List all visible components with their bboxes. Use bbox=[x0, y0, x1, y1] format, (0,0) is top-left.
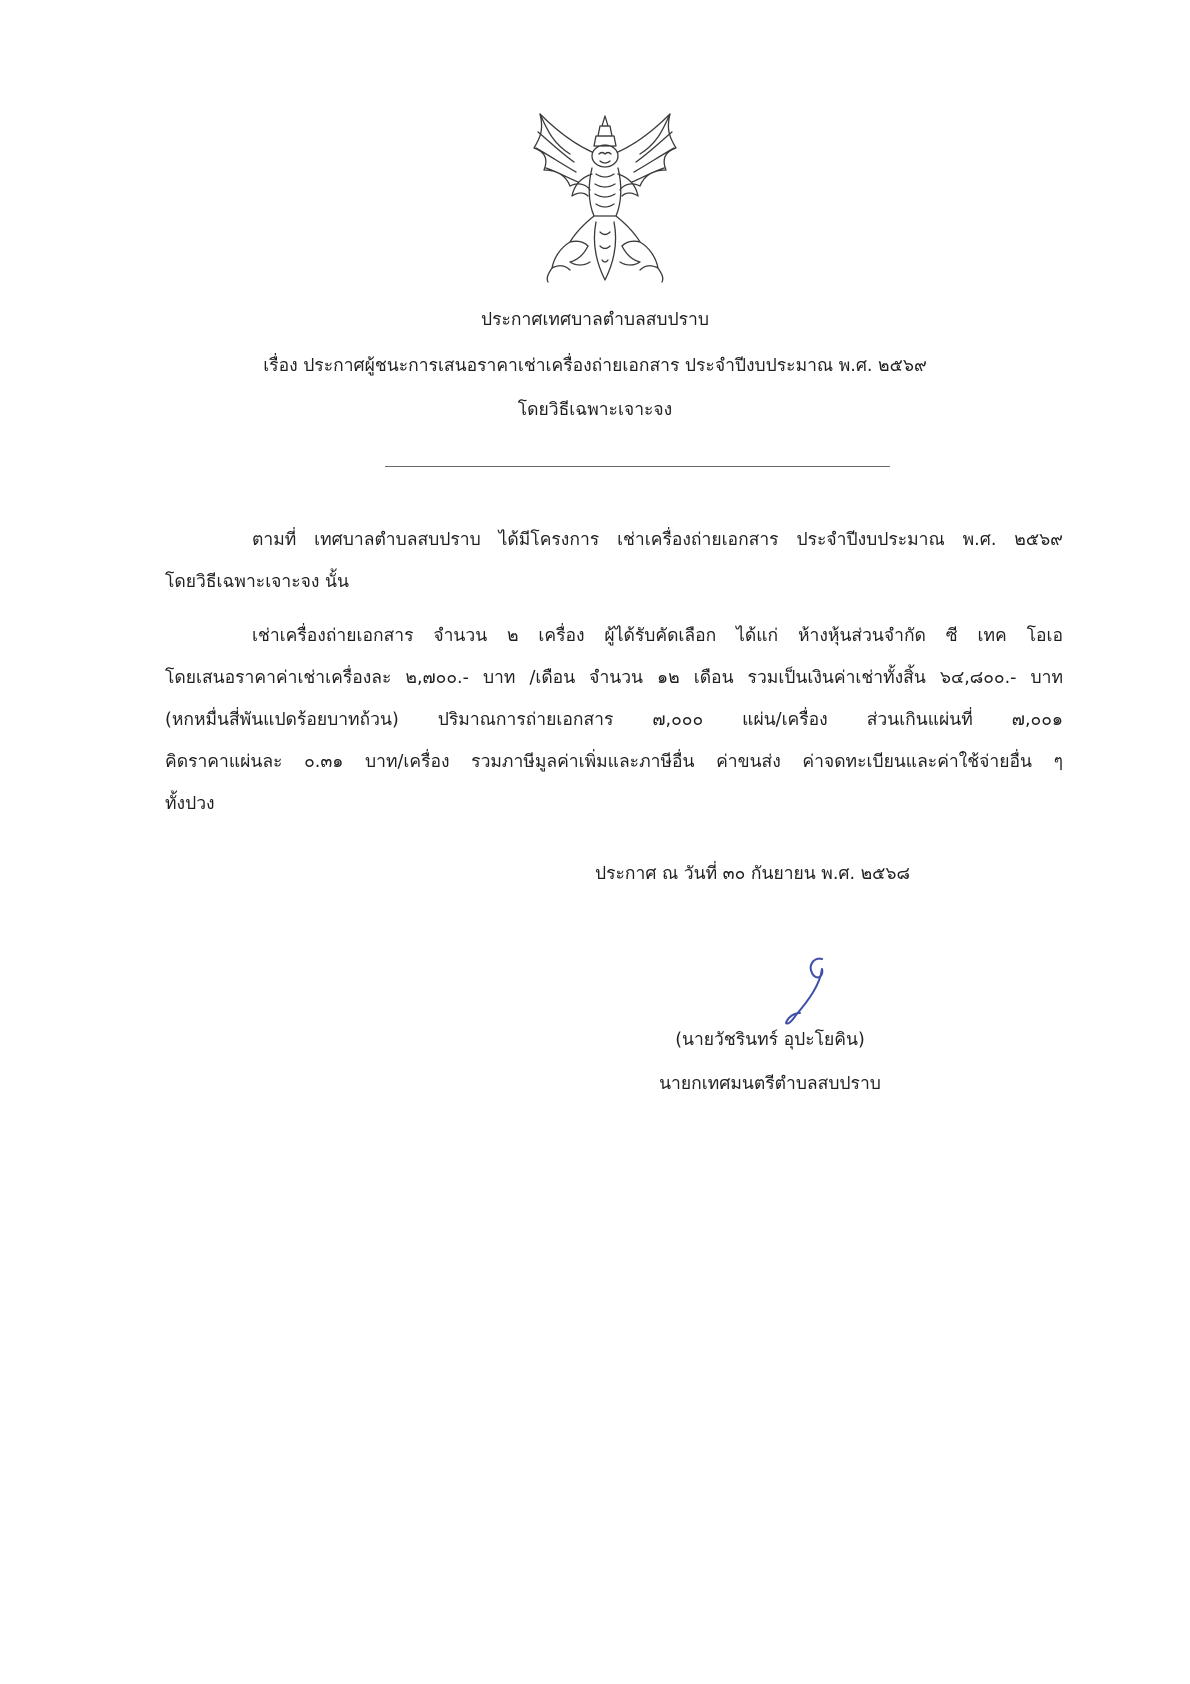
procurement-method: โดยวิธีเฉพาะเจาะจง bbox=[517, 400, 673, 420]
announcement-date: ประกาศ ณ วันที่ ๓๐ กันยายน พ.ศ. ๒๕๖๘ bbox=[595, 864, 911, 884]
header-divider bbox=[385, 466, 890, 467]
announcement-title: ประกาศเทศบาลตำบลสบปราบ bbox=[481, 310, 709, 330]
paragraph1-line2: โดยวิธีเฉพาะเจาะจง นั้น bbox=[165, 572, 349, 592]
signer-position: นายกเทศมนตรีตำบลสบปราบ bbox=[659, 1074, 881, 1094]
announcement-subject: เรื่อง ประกาศผู้ชนะการเสนอราคาเช่าเครื่องถ่ายเอกสาร ประจำปีงบประมาณ พ.ศ. ๒๕๖๙ bbox=[263, 356, 927, 376]
paragraph2-line5: ทั้งปวง bbox=[165, 794, 215, 814]
paragraph2-line3: (หกหมื่นสี่พันแปดร้อยบาทถ้วน) ปริมาณการถ่ายเอกสาร ๗,๐๐๐ แผ่น/เครื่อง ส่วนเกินแผ่นที่ ๗,๐๐๑ bbox=[165, 710, 1063, 730]
paragraph2-line1: เช่าเครื่องถ่ายเอกสาร จำนวน ๒ เครื่อง ผู้ได้รับคัดเลือก ได้แก่ ห้างหุ้นส่วนจำกัด ซี เทค โอเอ bbox=[252, 626, 1063, 646]
paragraph2-line2: โดยเสนอราคาค่าเช่าเครื่องละ ๒,๗๐๐.- บาท /เดือน จำนวน ๑๒ เดือน รวมเป็นเงินค่าเช่าทั้งสิ้น ๖๔,๘๐๐.- บาท bbox=[165, 668, 1063, 688]
paragraph1-line1: ตามที่ เทศบาลตำบลสบปราบ ได้มีโครงการ เช่าเครื่องถ่ายเอกสาร ประจำปีงบประมาณ พ.ศ. ๒๕๖๙ bbox=[252, 530, 1063, 550]
signer-name: (นายวัชรินทร์ อุปะโยคิน) bbox=[675, 1030, 865, 1050]
handwritten-signature-icon bbox=[778, 955, 838, 1027]
paragraph2-line4: คิดราคาแผ่นละ ๐.๓๑ บาท/เครื่อง รวมภาษีมูลค่าเพิ่มและภาษีอื่น ค่าขนส่ง ค่าจดทะเบียนและค่าใช้จ่ายอื่น ๆ bbox=[165, 752, 1063, 772]
garuda-emblem-icon bbox=[530, 112, 680, 284]
